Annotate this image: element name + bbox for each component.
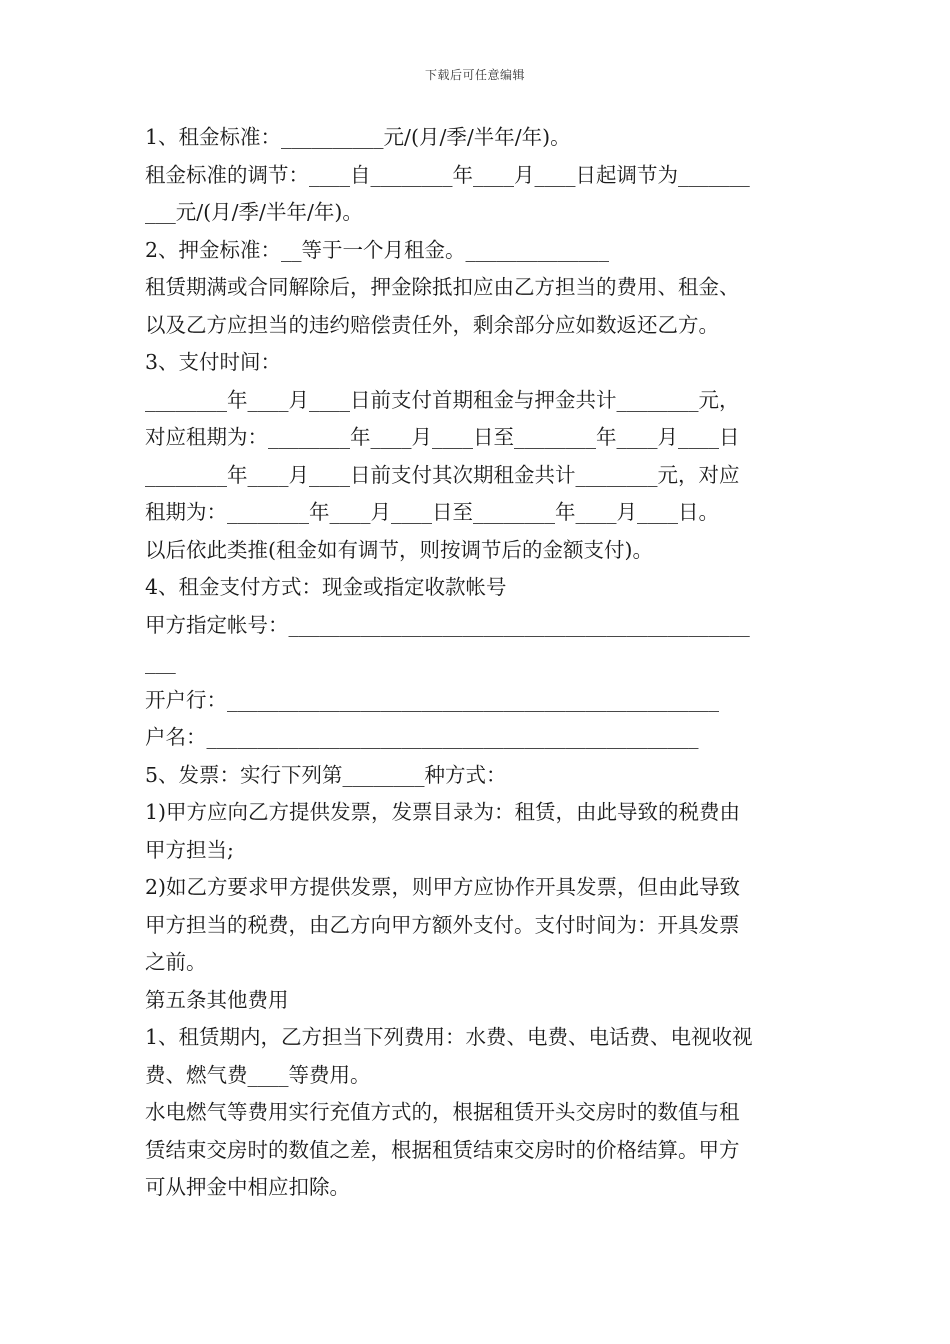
text-line: 3、支付时间：	[145, 350, 282, 374]
text-line: 租期为：________年____月____日至________年____月____日。	[145, 500, 719, 524]
text-line: 对应租期为：________年____月____日至________年____月____日	[145, 425, 740, 449]
text-line: 租金标准的调节：____自________年____月____日起调节为_______	[145, 162, 750, 187]
text-line: 开户行：________________________________________________	[145, 687, 719, 712]
text-line: 4、租金支付方式：现金或指定收款帐号	[145, 575, 507, 599]
text-line: 1、租赁期内，乙方担当下列费用：水费、电费、电话费、电视收视	[145, 1025, 753, 1049]
text-line: ________年____月____日前支付其次期租金共计________元，对应	[145, 462, 740, 487]
text-line: 租赁期满或合同解除后，押金除抵扣应由乙方担当的费用、租金、	[145, 275, 740, 299]
text-line: ___	[145, 650, 176, 674]
text-line: 1)甲方应向乙方提供发票，发票目录为：租赁，由此导致的税费由	[145, 800, 741, 824]
document-body	[145, 119, 810, 1207]
text-line: 水电燃气等费用实行充值方式的，根据租赁开头交房时的数值与租	[145, 1100, 740, 1124]
text-line: 以及乙方应担当的违约赔偿责任外，剩余部分应如数返还乙方。	[145, 312, 719, 337]
text-line: 以后依此类推(租金如有调节，则按调节后的金额支付)。	[145, 537, 653, 562]
text-line: 1、租金标准：__________元/(月/季/半年/年)。	[145, 125, 571, 149]
text-line: 甲方指定帐号：_____________________________________________	[145, 612, 750, 637]
text-line: ___元/(月/季/半年/年)。	[145, 200, 363, 224]
text-line: 赁结束交房时的数值之差，根据租赁结束交房时的价格结算。甲方	[145, 1137, 740, 1162]
page-header: 下载后可任意编辑	[424, 68, 525, 82]
text-line: 2、押金标准：__等于一个月租金。______________	[145, 237, 610, 262]
text-line: 费、燃气费____等费用。	[145, 1062, 371, 1087]
text-line: 之前。	[145, 950, 207, 974]
text-line: 可从押金中相应扣除。	[145, 1175, 350, 1199]
text-line: 2)如乙方要求甲方提供发票，则甲方应协作开具发票，但由此导致	[145, 875, 741, 899]
text-line: 5、发票：实行下列第________种方式：	[145, 762, 507, 787]
text-line: 甲方担当;	[145, 837, 234, 862]
text-line: 甲方担当的税费，由乙方向甲方额外支付。支付时间为：开具发票	[145, 912, 740, 937]
text-line: ________年____月____日前支付首期租金与押金共计________元，	[145, 387, 740, 412]
text-line: 户名：________________________________________________	[145, 725, 699, 749]
section-heading: 第五条其他费用	[145, 987, 289, 1012]
